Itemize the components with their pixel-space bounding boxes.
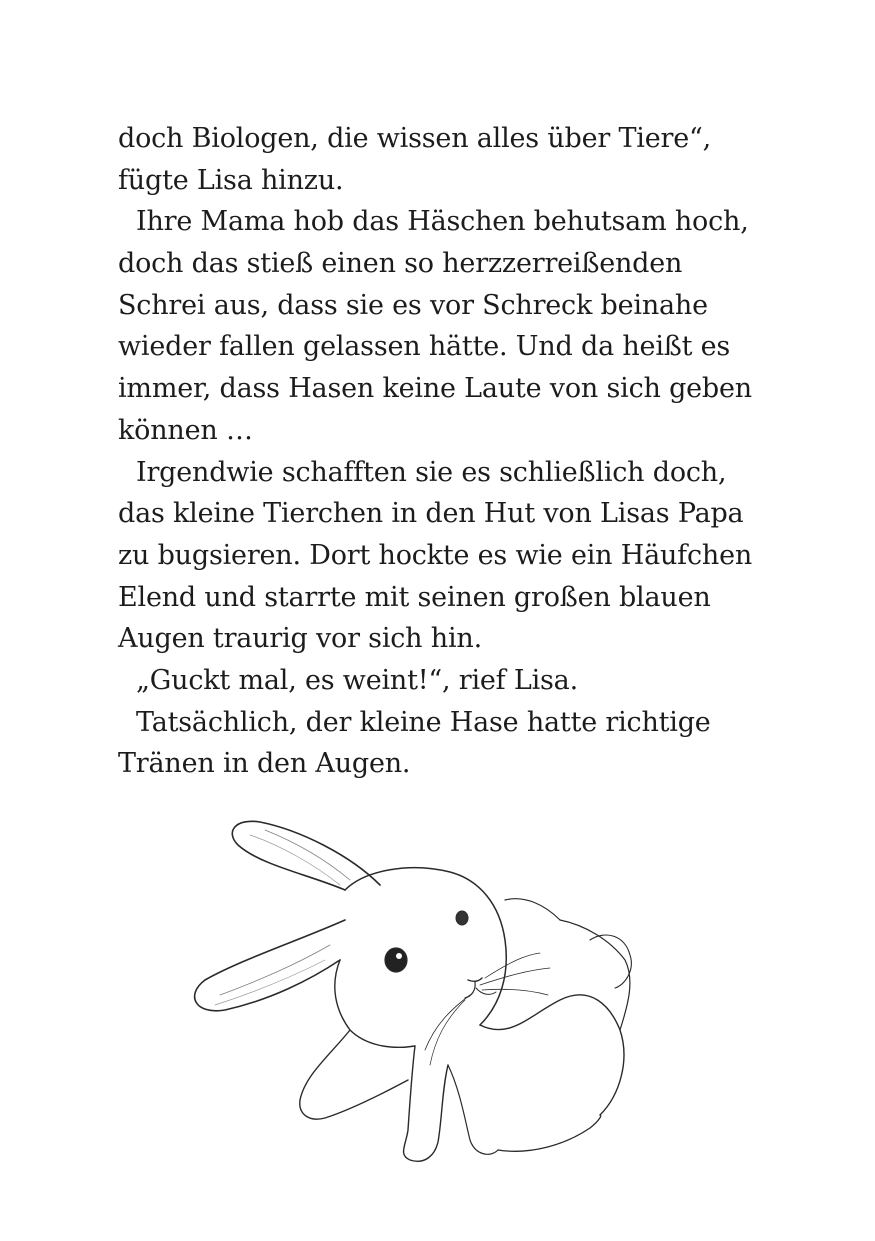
text-line: Tatsächlich, der kleine Hase hatte richtige xyxy=(136,706,711,738)
text-line: doch Biologen, die wissen alles über Tiere“, xyxy=(118,123,711,154)
text-line: Schrei aus, dass sie es vor Schreck beinahe xyxy=(118,289,708,321)
text-line: immer, dass Hasen keine Laute von sich geben xyxy=(118,373,752,405)
text-line: Elend und starrte mit seinen großen blauen xyxy=(118,581,711,613)
text-line: zu bugsieren. Dort hockte es wie ein Häufchen xyxy=(118,539,753,571)
rabbit-illustration xyxy=(180,810,650,1180)
text-line: Augen traurig vor sich hin. xyxy=(118,623,482,655)
text-line: wieder fallen gelassen hätte. Und da heißt es xyxy=(118,331,731,363)
body-text xyxy=(118,118,753,785)
text-line: Irgendwie schafften sie es schließlich doch, xyxy=(136,456,727,488)
text-line: Tränen in den Augen. xyxy=(118,748,411,780)
text-line: doch das stieß einen so herzzerreißenden xyxy=(118,248,683,280)
text-line: das kleine Tierchen in den Hut von Lisas Papa xyxy=(118,498,744,530)
text-line: können … xyxy=(118,414,253,446)
text-line: Ihre Mama hob das Häschen behutsam hoch, xyxy=(136,206,749,238)
text-line: fügte Lisa hinzu. xyxy=(118,164,344,196)
rabbit-sketch-icon xyxy=(180,810,650,1180)
text-line: „Guckt mal, es weint!“, rief Lisa. xyxy=(136,664,578,696)
